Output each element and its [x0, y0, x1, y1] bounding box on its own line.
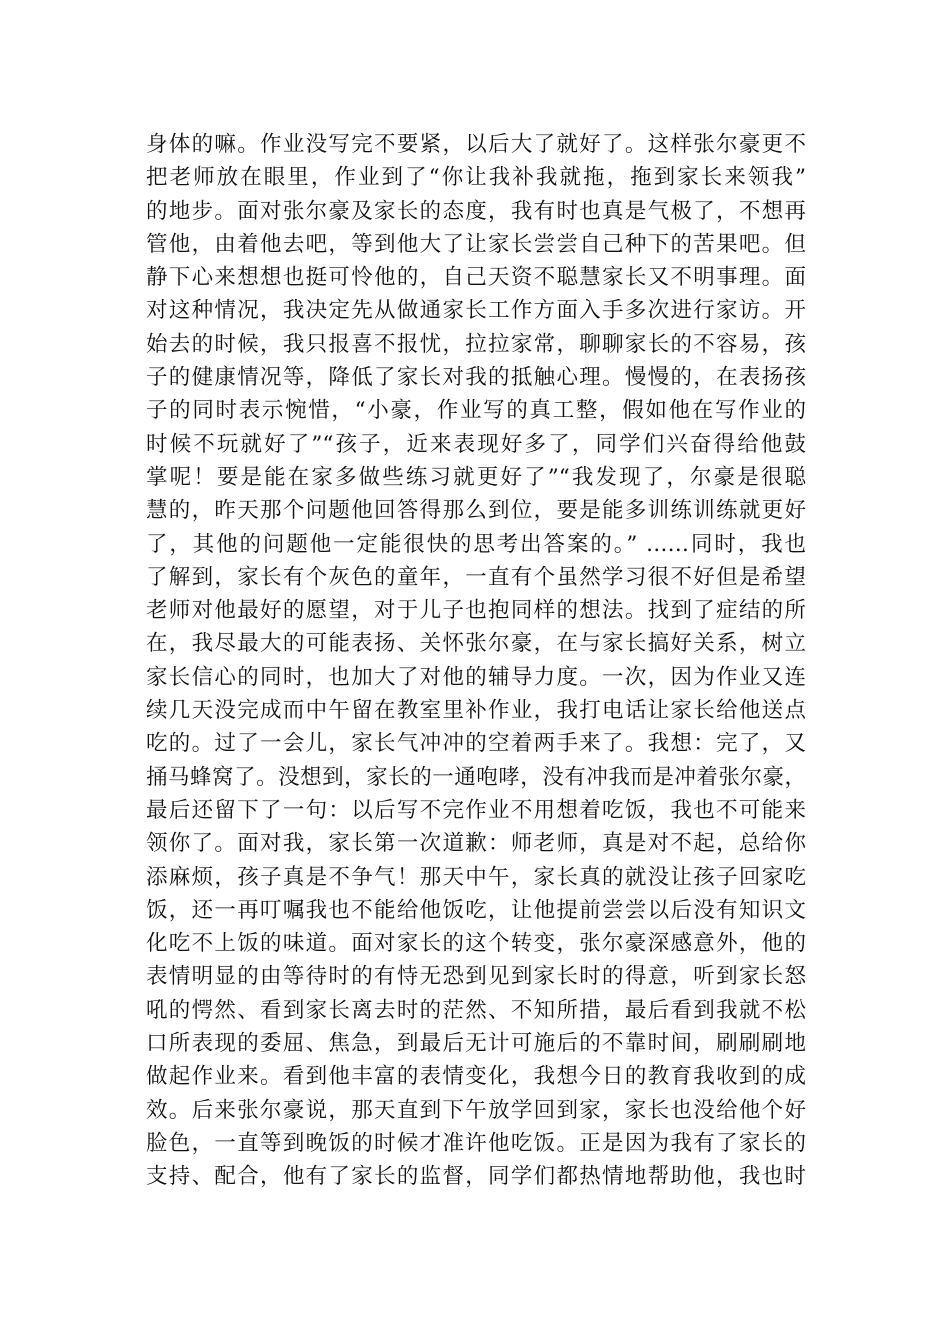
text-line: 静下心来想想也挺可怜他的，自己天资不聪慧家长又不明事理。面 [146, 265, 806, 291]
text-line: 口所表现的委屈、焦急，到最后无计可施后的不靠时间，刷刷刷地 [146, 1031, 806, 1057]
text-line: 在，我尽最大的可能表扬、关怀张尔豪，在与家长搞好关系，树立 [146, 631, 806, 657]
text-line: 时候不玩就好了”“孩子，近来表现好多了，同学们兴奋得给他鼓 [146, 431, 806, 457]
text-line: 子的健康情况等，降低了家长对我的抵触心理。慢慢的，在表扬孩 [146, 365, 806, 391]
text-line: 家长信心的同时，也加大了对他的辅导力度。一次，因为作业又连 [146, 664, 806, 690]
text-line: 掌呢！要是能在家多做些练习就更好了”“我发现了，尔豪是很聪 [146, 464, 806, 490]
text-line: 领你了。面对我，家长第一次道歉：师老师，真是对不起，总给你 [146, 831, 806, 857]
text-line: 始去的时候，我只报喜不报忧，拉拉家常，聊聊家长的不容易，孩 [146, 331, 806, 357]
text-line: 捅马蜂窝了。没想到，家长的一通咆哮，没有冲我而是冲着张尔豪， [146, 764, 806, 790]
text-line: 做起作业来。看到他丰富的表情变化，我想今日的教育我收到的成 [146, 1064, 806, 1090]
text-line: 续几天没完成而中午留在教室里补作业，我打电话让家长给他送点 [146, 698, 806, 724]
text-line: 化吃不上饭的味道。面对家长的这个转变，张尔豪深感意外，他的 [146, 931, 806, 957]
text-line: 老师对他最好的愿望，对于儿子也抱同样的想法。找到了症结的所 [146, 598, 806, 624]
text-line: 吃的。过了一会儿，家长气冲冲的空着两手来了。我想：完了，又 [146, 731, 806, 757]
body-text [146, 128, 806, 1194]
text-line: 子的同时表示惋惜，“小豪，作业写的真工整，假如他在写作业的 [146, 398, 806, 424]
text-line: 饭，还一再叮嘱我也不能给他饭吃，让他提前尝尝以后没有知识文 [146, 897, 806, 923]
text-line: 慧的，昨天那个问题他回答得那么到位，要是能多训练训练就更好 [146, 498, 806, 524]
text-line: 效。后来张尔豪说，那天直到下午放学回到家，家长也没给他个好 [146, 1097, 806, 1123]
text-line: 最后还留下了一句：以后写不完作业不用想着吃饭，我也不可能来 [146, 797, 806, 823]
text-line: 吼的愕然、看到家长离去时的茫然、不知所措，最后看到我就不松 [146, 997, 806, 1023]
text-line: 表情明显的由等待时的有恃无恐到见到家长时的得意，听到家长怒 [146, 964, 806, 990]
text-line: 对这种情况，我决定先从做通家长工作方面入手多次进行家访。开 [146, 298, 806, 324]
text-line: 把老师放在眼里，作业到了“你让我补我就拖，拖到家长来领我” [146, 165, 806, 191]
text-line: 的地步。面对张尔豪及家长的态度，我有时也真是气极了，不想再 [146, 198, 806, 224]
text-line: 身体的嘛。作业没写完不要紧，以后大了就好了。这样张尔豪更不 [146, 132, 806, 157]
text-line: 管他，由着他去吧，等到他大了让家长尝尝自己种下的苦果吧。但 [146, 231, 806, 257]
text-line: 脸色，一直等到晚饭的时候才准许他吃饭。正是因为我有了家长的 [146, 1130, 806, 1156]
text-line: 支持、配合，他有了家长的监督，同学们都热情地帮助他，我也时 [146, 1164, 806, 1190]
text-line: 了解到，家长有个灰色的童年，一直有个虽然学习很不好但是希望 [146, 564, 806, 590]
text-line: 添麻烦，孩子真是不争气！那天中午，家长真的就没让孩子回家吃 [146, 864, 806, 890]
text-line: 了，其他的问题他一定能很快的思考出答案的。” ……同时，我也 [146, 531, 806, 557]
